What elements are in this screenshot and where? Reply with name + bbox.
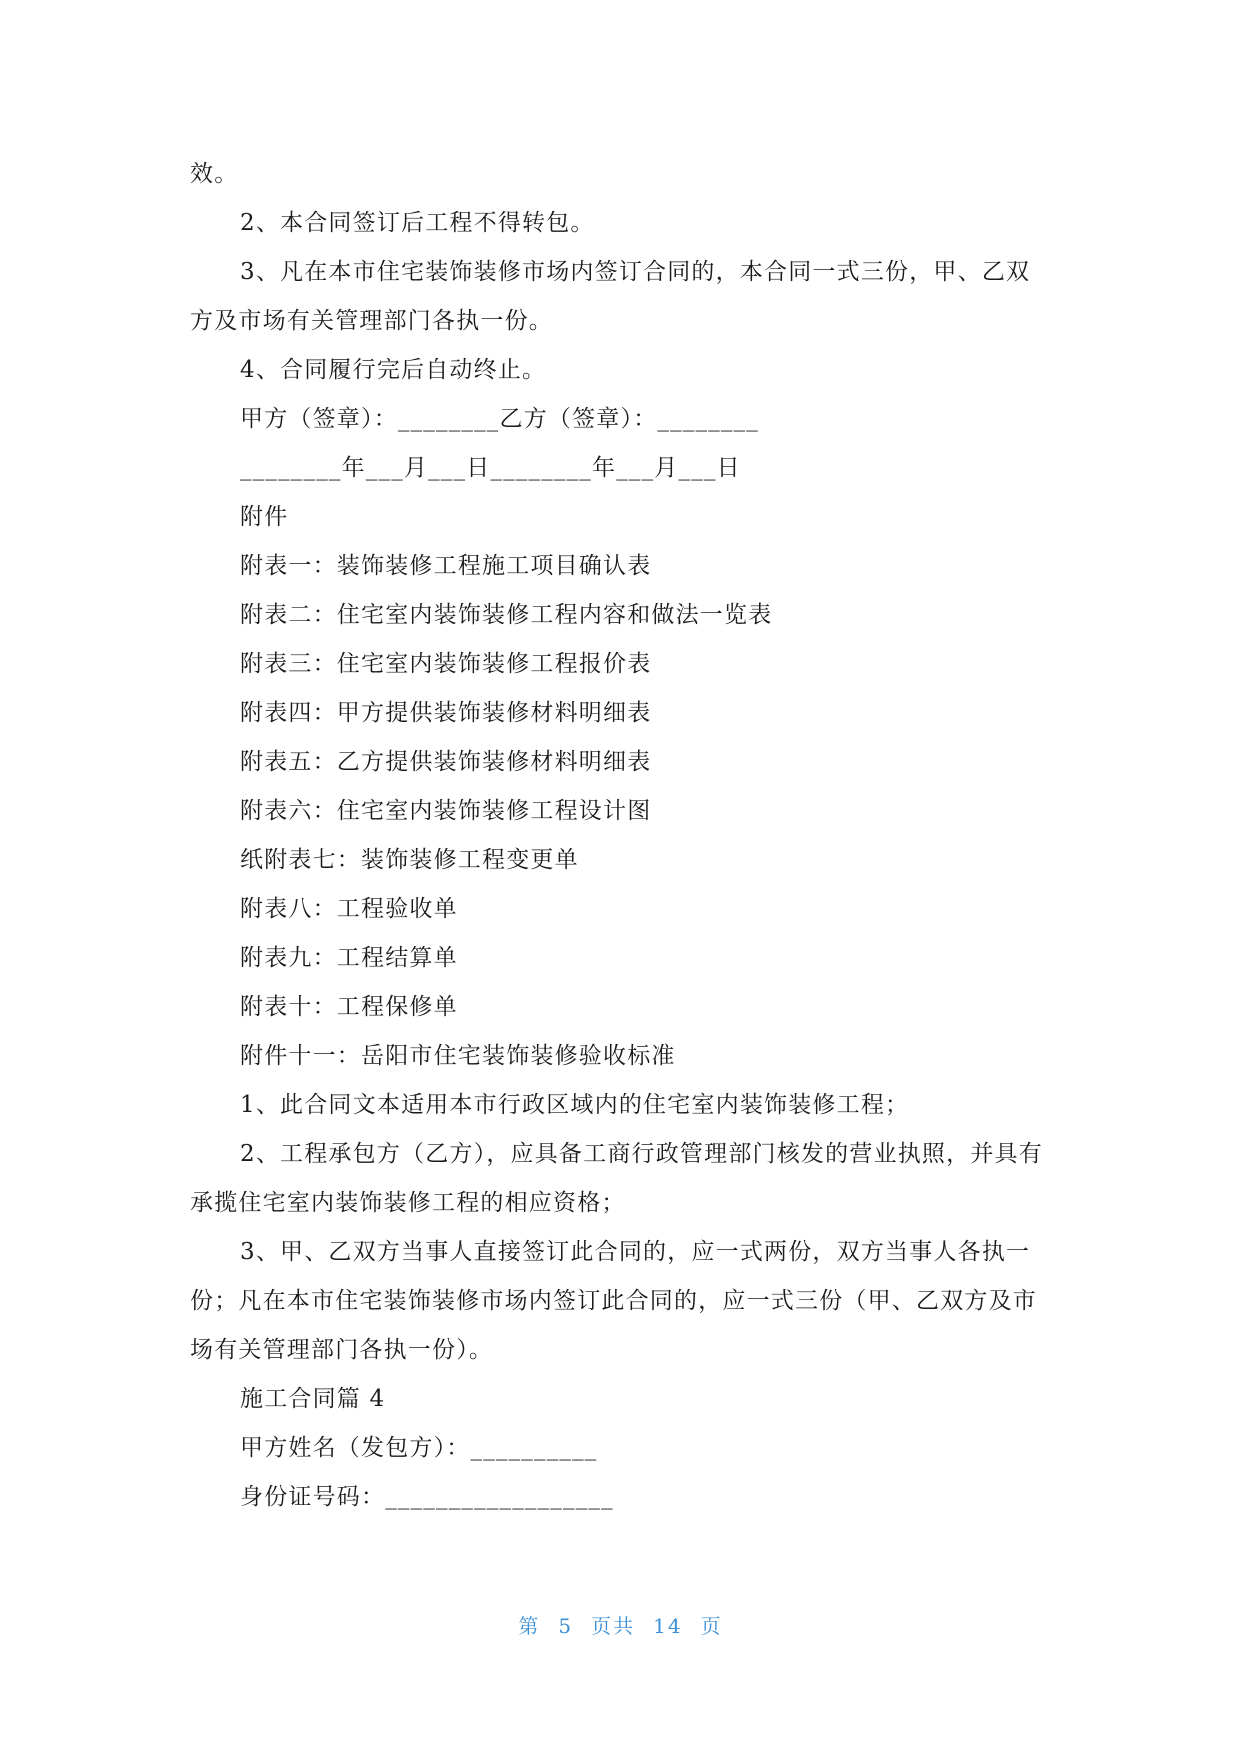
signature-line: 甲方（签章）：________乙方（签章）：________ [240, 406, 759, 432]
note-paragraph: 2、工程承包方（乙方），应具备工商行政管理部门核发的营业执照，并具有承揽住宅室内装饰装修工程的相应资格； [190, 1141, 1043, 1216]
attachment-item: 附表四：甲方提供装饰装修材料明细表 [240, 700, 652, 726]
paragraph: 效。 [190, 161, 239, 187]
form-field-id-number: 身份证号码：__________________ [240, 1484, 614, 1510]
section-heading: 施工合同篇 4 [240, 1386, 386, 1412]
attachment-item: 附表八：工程验收单 [240, 896, 458, 922]
footer-suffix: 页 [700, 1614, 723, 1638]
note-paragraph: 3、甲、乙双方当事人直接签订此合同的，应一式两份，双方当事人各执一份；凡在本市住宅装饰装修市场内签订此合同的，应一式三份（甲、乙双方及市场有关管理部门各执一份）。 [190, 1239, 1037, 1363]
attachment-item: 附表二：住宅室内装饰装修工程内容和做法一览表 [240, 602, 773, 628]
footer-prefix: 第 [518, 1614, 541, 1638]
attachments-heading: 附件 [240, 504, 289, 530]
attachment-item: 附表十：工程保修单 [240, 994, 458, 1020]
attachment-item: 附表三：住宅室内装饰装修工程报价表 [240, 651, 652, 677]
page-number-footer [0, 1610, 1241, 1639]
form-field-party-a-name: 甲方姓名（发包方）：__________ [240, 1435, 598, 1461]
attachment-item: 附表九：工程结算单 [240, 945, 458, 971]
paragraph: 4、合同履行完后自动终止。 [240, 357, 547, 383]
attachment-item: 附表一：装饰装修工程施工项目确认表 [240, 553, 652, 579]
date-line: ________年___月___日________年___月___日 [240, 455, 741, 481]
attachment-item: 附件十一：岳阳市住宅装饰装修验收标准 [240, 1043, 676, 1069]
attachment-item: 纸附表七：装饰装修工程变更单 [240, 847, 579, 873]
attachment-item: 附表六：住宅室内装饰装修工程设计图 [240, 798, 652, 824]
document-body [190, 150, 1050, 1522]
paragraph: 2、本合同签订后工程不得转包。 [240, 210, 595, 236]
note-paragraph: 1、此合同文本适用本市行政区域内的住宅室内装饰装修工程； [240, 1092, 910, 1118]
current-page-number: 5 [558, 1614, 574, 1638]
attachment-item: 附表五：乙方提供装饰装修材料明细表 [240, 749, 652, 775]
paragraph: 3、凡在本市住宅装饰装修市场内签订合同的，本合同一式三份，甲、乙双方及市场有关管理部门各执一份。 [190, 259, 1031, 334]
footer-middle: 页共 [591, 1614, 636, 1638]
total-pages-number: 14 [653, 1614, 683, 1638]
